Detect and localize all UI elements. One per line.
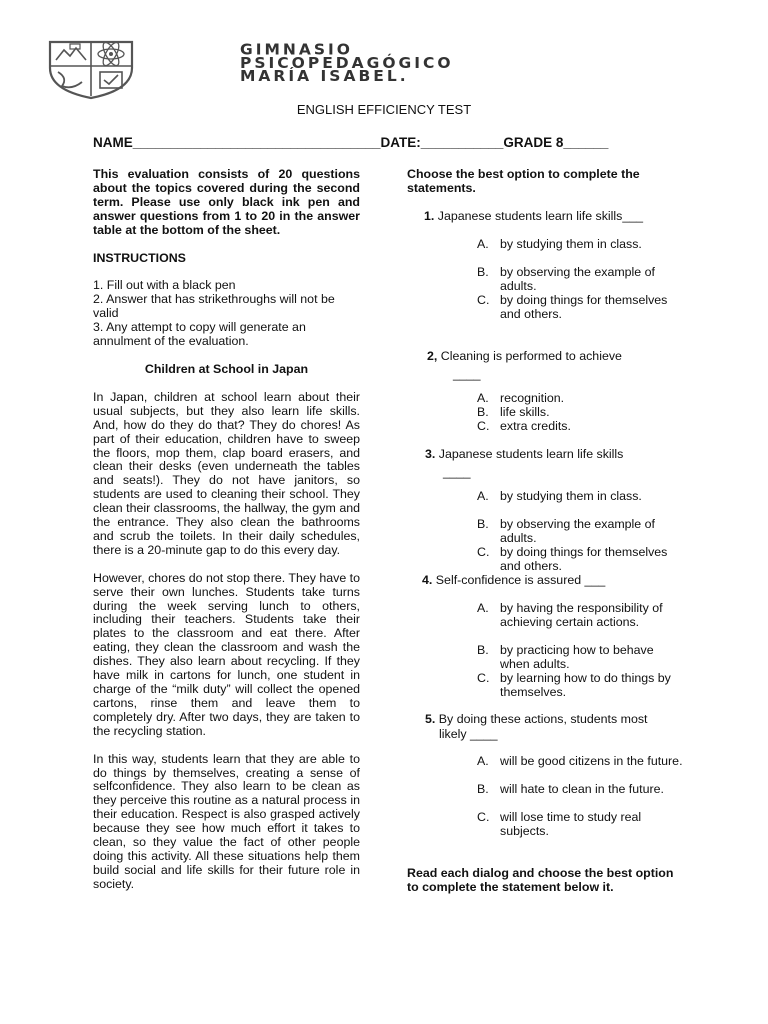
option-letter: A. bbox=[477, 601, 489, 615]
option-letter: C. bbox=[477, 293, 490, 307]
grade-blank[interactable]: ______ bbox=[563, 135, 609, 150]
story-paragraph: In this way, students learn that they are able to do things by themselves, creating a sense of selfconfidence. They also learn to be clean as they perceive this routine as a natural process in their education. Respect is also grasped actively because they see how much effort it takes to clean, so they value the fact of other people doing this activity. All these situations help them build social and life skills for their future role in society. bbox=[93, 751, 360, 891]
option-letter: A. bbox=[477, 489, 489, 503]
option-text: will hate to clean in the future. bbox=[500, 782, 664, 796]
question-3-blank[interactable]: ____ bbox=[443, 465, 471, 479]
school-logo bbox=[46, 38, 136, 100]
question-5-blank[interactable]: likely ____ bbox=[439, 727, 498, 741]
question-3 bbox=[425, 448, 725, 462]
option-letter: B. bbox=[477, 782, 489, 796]
question-number: 4. bbox=[422, 573, 433, 587]
question-text: Self-confidence is assured ___ bbox=[432, 573, 606, 587]
option-letter: C. bbox=[477, 545, 490, 559]
grade-label: GRADE 8 bbox=[503, 135, 564, 150]
option-text: by observing the example of adults. bbox=[500, 265, 655, 293]
question-number: 2, bbox=[427, 349, 438, 363]
question-text: Japanese students learn life skills bbox=[435, 447, 624, 461]
option-letter: B. bbox=[477, 265, 489, 279]
option-letter: B. bbox=[477, 643, 489, 657]
school-name-line2: PSICOPEDAGÓGICO bbox=[240, 54, 454, 72]
test-title: ENGLISH EFFICIENCY TEST bbox=[296, 102, 472, 117]
question-1 bbox=[424, 210, 724, 224]
date-label: DATE: bbox=[380, 135, 421, 150]
directions-text: Choose the best option to complete the statements. bbox=[407, 167, 640, 195]
option-letter: C. bbox=[477, 671, 490, 685]
story-paragraph: However, chores do not stop there. They have to serve their own lunches. Students take turns during the week serving lunch to others, including their teachers. Students take their plates to the classroom and eat there. After eating, they clean the classroom and wash the dishes. They also learn about recycling. If they have milk in cartons for lunch, one student in charge of the “milk duty” will collect the opened cartons, rinse them and leave them to completely dry. After two days, they are taken to the recycling station. bbox=[93, 570, 361, 738]
instruction-item: 1. Fill out with a black pen bbox=[93, 278, 236, 293]
option-text: by observing the example of adults. bbox=[500, 517, 655, 545]
option-letter: C. bbox=[477, 810, 490, 824]
question-2 bbox=[427, 350, 727, 364]
date-blank[interactable]: ___________ bbox=[420, 135, 504, 150]
school-name-line3: MARÍA ISABEL. bbox=[240, 67, 409, 85]
option-text: by studying them in class. bbox=[500, 489, 642, 503]
option-letter: C. bbox=[477, 419, 490, 433]
option-letter: A. bbox=[477, 754, 489, 768]
question-number: 5. bbox=[425, 712, 436, 726]
right-column bbox=[407, 167, 707, 894]
question-number: 1. bbox=[424, 209, 435, 223]
school-crest-icon bbox=[46, 38, 136, 100]
option-text: recognition. bbox=[500, 391, 565, 405]
option-text: by having the responsibility of achieving certain actions. bbox=[500, 601, 663, 629]
instruction-item: 3. Any attempt to copy will generate an annulment of the evaluation. bbox=[93, 320, 306, 349]
option-text: by studying them in class. bbox=[500, 237, 642, 251]
question-4 bbox=[422, 574, 722, 588]
option-text: by doing things for themselves and others. bbox=[500, 545, 668, 573]
story-paragraph: In Japan, children at school learn about their usual subjects, but they also learn life skills. And, how do they do that? They do chores! As part of their education, children have to sweep the floors, mop them, clap board erasers, and clean their desks (even underneath the tables and seats!). They do not have janitors, so students are used to cleaning their school. They clean their classrooms, the hallway, the gym and the entrance. They also clean the bathrooms and scrub the toilets. In their daily schedules, there is a 20-minute gap to do this every day. bbox=[93, 389, 360, 557]
school-name-line1: GIMNASIO bbox=[240, 41, 353, 59]
question-number: 3. bbox=[425, 447, 436, 461]
instruction-item: 2. Answer that has strikethroughs will not be valid bbox=[93, 292, 335, 321]
dialog-directions: Read each dialog and choose the best option to complete the statement below it. bbox=[407, 866, 674, 894]
option-text: life skills. bbox=[500, 405, 550, 419]
school-name bbox=[240, 43, 454, 83]
option-letter: B. bbox=[477, 405, 489, 419]
option-text: by practicing how to behave when adults. bbox=[500, 643, 654, 671]
student-info-line bbox=[93, 135, 608, 150]
story-title: Children at School in Japan bbox=[144, 361, 309, 376]
name-blank[interactable]: _________________________________ bbox=[132, 135, 381, 150]
option-letter: A. bbox=[477, 237, 489, 251]
question-text: Cleaning is performed to achieve bbox=[437, 349, 622, 363]
option-text: will be good citizens in the future. bbox=[500, 754, 683, 768]
option-letter: B. bbox=[477, 517, 489, 531]
left-column bbox=[93, 168, 360, 892]
question-2-blank[interactable]: ____ bbox=[453, 367, 481, 381]
question-5 bbox=[425, 713, 725, 727]
intro-text: This evaluation consists of 20 questions about the topics covered during the second term. Please use only black ink pen and answer questions from 1 to 20 in the answer table at the bottom of the sheet. bbox=[93, 167, 360, 237]
instructions-title: INSTRUCTIONS bbox=[93, 250, 186, 265]
option-text: by learning how to do things by themselves. bbox=[500, 671, 671, 699]
question-text: Japanese students learn life skills___ bbox=[434, 209, 644, 223]
option-text: extra credits. bbox=[500, 419, 571, 433]
name-label: NAME bbox=[93, 135, 133, 150]
question-text: By doing these actions, students most bbox=[435, 712, 648, 726]
option-text: by doing things for themselves and others. bbox=[500, 293, 668, 321]
option-text: will lose time to study real subjects. bbox=[500, 810, 642, 838]
option-letter: A. bbox=[477, 391, 489, 405]
